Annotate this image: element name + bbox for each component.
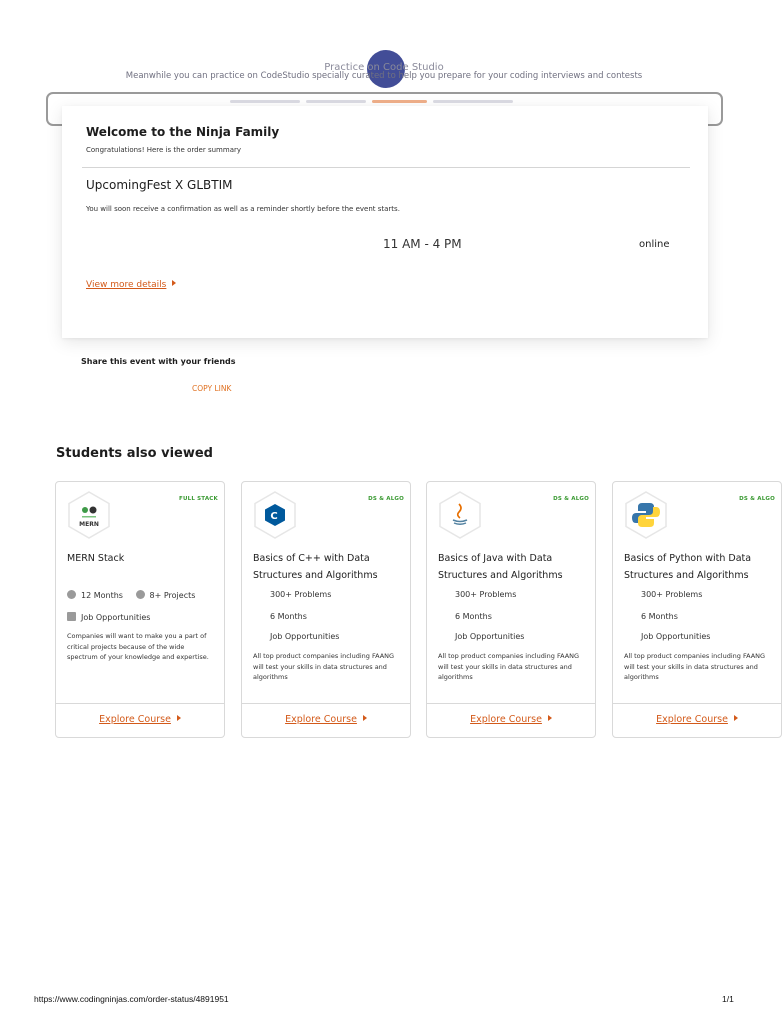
course-description: All top product companies including FAANG will test your skills in data structures and algorithms bbox=[624, 652, 766, 681]
svg-text:C: C bbox=[270, 511, 278, 522]
course-feature-jobs: Job Opportunities bbox=[455, 632, 525, 641]
copy-link-button[interactable]: COPY LINK bbox=[192, 384, 232, 393]
page-number: 1/1 bbox=[722, 994, 734, 1004]
view-more-details-link[interactable] bbox=[86, 280, 176, 290]
course-feature-duration: 6 Months bbox=[270, 612, 307, 621]
students-also-viewed-heading: Students also viewed bbox=[56, 446, 213, 461]
course-feature-duration: 6 Months bbox=[455, 612, 492, 621]
share-label: Share this event with your friends bbox=[81, 357, 236, 366]
event-note: You will soon receive a confirmation as well as a reminder shortly before the event starts. bbox=[86, 205, 400, 213]
course-description: All top product companies including FAANG will test your skills in data structures and algorithms bbox=[438, 652, 580, 681]
explore-course-button[interactable]: Explore Course bbox=[427, 714, 595, 725]
summary-divider bbox=[82, 167, 690, 168]
course-title: Basics of Java with Data Structures and Algorithms bbox=[438, 553, 563, 581]
course-feature-problems: 300+ Problems bbox=[455, 590, 517, 599]
course-feature-duration: 12 Months 8+ Projects bbox=[67, 590, 195, 600]
course-carousel bbox=[55, 481, 775, 741]
course-card-java bbox=[426, 481, 596, 738]
svg-text:MERN: MERN bbox=[79, 521, 99, 528]
course-card-mern bbox=[55, 481, 225, 738]
event-time: 11 AM - 4 PM bbox=[383, 237, 462, 251]
view-more-label: View more details bbox=[86, 280, 167, 290]
course-feature-jobs: Job Opportunities bbox=[641, 632, 711, 641]
course-tag: FULL STACK bbox=[179, 496, 218, 502]
gear-icon bbox=[136, 590, 145, 599]
course-feature-problems: 300+ Problems bbox=[641, 590, 703, 599]
caret-right-icon bbox=[548, 715, 552, 721]
course-card-python bbox=[612, 481, 782, 738]
course-feature-projects: 8+ Projects bbox=[149, 591, 196, 600]
event-name: UpcomingFest X GLBTIM bbox=[86, 178, 233, 192]
course-title: Basics of C++ with Data Structures and Algorithms bbox=[253, 553, 378, 581]
cpp-logo-icon bbox=[250, 490, 300, 540]
course-feature-jobs: Job Opportunities bbox=[67, 612, 150, 622]
caret-right-icon bbox=[172, 280, 176, 286]
course-tag: DS & ALGO bbox=[739, 496, 775, 502]
congrats-text: Congratulations! Here is the order summary bbox=[86, 146, 241, 154]
explore-course-button[interactable]: Explore Course bbox=[613, 714, 781, 725]
course-description: All top product companies including FAANG will test your skills in data structures and algorithms bbox=[253, 652, 395, 681]
course-title: Basics of Python with Data Structures and Algorithms bbox=[624, 553, 752, 581]
course-title: MERN Stack bbox=[67, 553, 125, 564]
java-logo-icon bbox=[435, 490, 485, 540]
caret-right-icon bbox=[363, 715, 367, 721]
course-feature-problems: 300+ Problems bbox=[270, 590, 332, 599]
course-card-cpp bbox=[241, 481, 411, 738]
order-summary-card bbox=[62, 106, 708, 338]
course-card-footer bbox=[427, 703, 595, 737]
course-feature-jobs: Job Opportunities bbox=[270, 632, 340, 641]
course-card-footer bbox=[56, 703, 224, 737]
event-mode: online bbox=[639, 239, 670, 250]
briefcase-icon bbox=[67, 612, 76, 621]
course-description: Companies will want to make you a part of critical projects because of the wide spectrum of your knowledge and expertise. bbox=[67, 632, 209, 661]
caret-right-icon bbox=[734, 715, 738, 721]
explore-course-button[interactable]: Explore Course bbox=[242, 714, 410, 725]
caret-right-icon bbox=[177, 715, 181, 721]
course-feature-duration: 6 Months bbox=[641, 612, 678, 621]
clock-icon bbox=[67, 590, 76, 599]
page-url: https://www.codingninjas.com/order-status/4891951 bbox=[34, 994, 229, 1004]
course-card-footer bbox=[613, 703, 781, 737]
practice-title: Practice on Code Studio bbox=[324, 62, 444, 73]
mern-logo-icon bbox=[64, 490, 114, 540]
course-tag: DS & ALGO bbox=[368, 496, 404, 502]
explore-course-button[interactable]: Explore Course bbox=[56, 714, 224, 725]
practice-description: Meanwhile you can practice on CodeStudio specially curated to help you prepare for your coding interviews and contests bbox=[125, 71, 643, 81]
course-card-footer bbox=[242, 703, 410, 737]
python-logo-icon bbox=[621, 490, 671, 540]
course-tag: DS & ALGO bbox=[553, 496, 589, 502]
welcome-heading: Welcome to the Ninja Family bbox=[86, 125, 280, 139]
